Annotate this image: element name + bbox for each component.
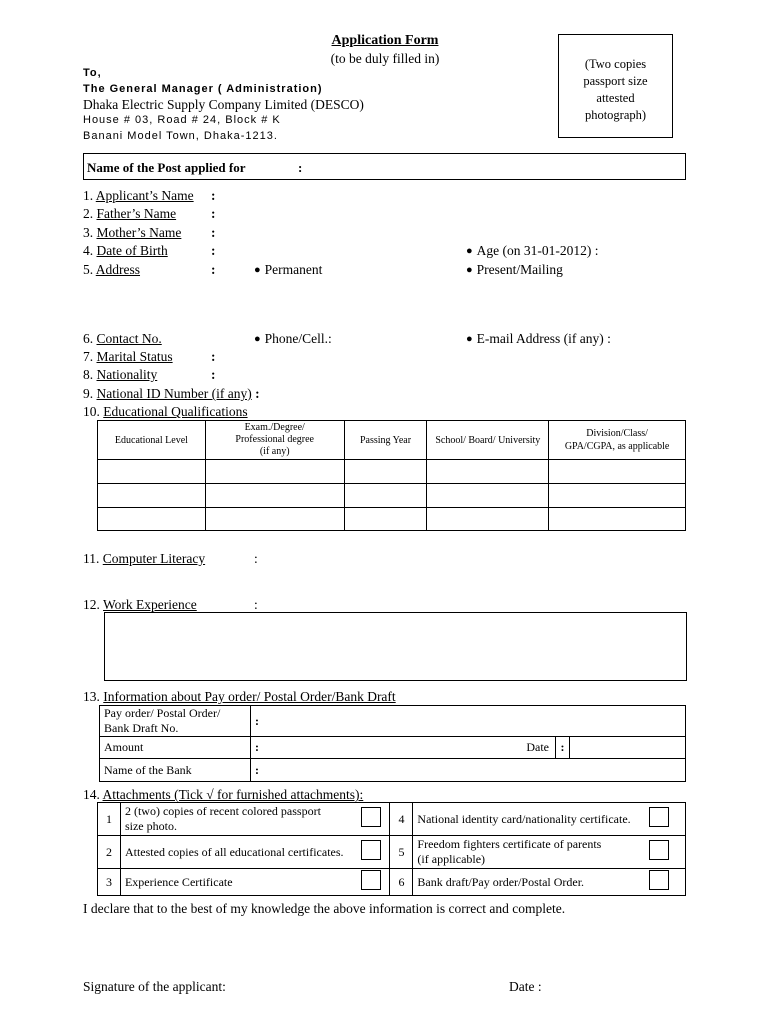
education-table (97, 420, 686, 531)
colon: : (556, 737, 570, 759)
colon: : (251, 759, 265, 782)
field-number: 3. (83, 225, 94, 240)
applicant-name-label: Applicant’s Name (95, 188, 194, 203)
checkbox-national-id[interactable] (649, 807, 669, 827)
table-row[interactable] (98, 508, 686, 531)
address-row[interactable] (83, 262, 140, 278)
marital-label: Marital Status (96, 349, 173, 364)
field-number: 14. (83, 787, 100, 802)
field-number: 13. (83, 689, 100, 704)
dob-label: Date of Birth (96, 243, 168, 258)
bank-label: Name of the Bank (100, 759, 251, 782)
present-address-label[interactable]: ● Present/Mailing (466, 262, 563, 278)
amount-input[interactable] (265, 737, 556, 759)
attachment-row (98, 836, 686, 869)
checkbox-educational-certificates[interactable] (361, 840, 381, 860)
attachment-checkbox-cell (649, 836, 686, 869)
field-number: 7. (83, 349, 94, 364)
bank-input[interactable] (265, 759, 686, 782)
form-subtitle: (to be duly filled in) (330, 51, 440, 66)
amount-label: Amount (100, 737, 251, 759)
attachment-checkbox-cell (361, 836, 390, 869)
payment-heading (83, 689, 396, 705)
colon: : (211, 225, 216, 240)
work-experience-row (83, 597, 197, 613)
attachment-text: Freedom fighters certificate of parents (if applicable) (413, 836, 649, 869)
col-header: Division/Class/ GPA/CGPA, as applicable (549, 421, 686, 460)
address-line-1: House # 03, Road # 24, Block # K (83, 114, 281, 126)
nid-label: National ID Number (if any) (96, 386, 252, 401)
nationality-label: Nationality (96, 367, 158, 382)
attachment-number: 6 (390, 869, 413, 896)
father-name-row[interactable] (83, 206, 176, 222)
form-title: Application Form (331, 33, 439, 48)
photo-box-line: passport size (583, 74, 648, 88)
field-number: 11. (83, 551, 100, 566)
marital-row[interactable] (83, 349, 173, 365)
contact-label: Contact No. (96, 331, 162, 346)
attachment-checkbox-cell (649, 803, 686, 836)
attachment-number: 5 (390, 836, 413, 869)
phone-label[interactable]: ● Phone/Cell.: (254, 331, 332, 347)
education-label: Educational Qualifications (103, 404, 248, 419)
pay-order-input[interactable] (265, 706, 686, 737)
colon: : (211, 243, 216, 258)
contact-row (83, 331, 162, 347)
recipient: The General Manager ( Administration) (83, 83, 323, 95)
attachment-number: 4 (390, 803, 413, 836)
photo-box-line: (Two copies (584, 57, 647, 71)
mother-name-label: Mother’s Name (96, 225, 182, 240)
colon: : (255, 386, 260, 401)
attachment-number: 3 (98, 869, 121, 896)
colon: : (211, 206, 216, 221)
colon: : (251, 737, 265, 759)
payment-table (99, 705, 686, 782)
work-experience-box[interactable] (104, 612, 687, 681)
photo-box-line: photograph) (584, 108, 647, 122)
post-applied-label: Name of the Post applied for (87, 160, 246, 175)
bank-row[interactable] (100, 759, 686, 782)
attachments-heading (83, 787, 363, 803)
checkbox-bank-draft[interactable] (649, 870, 669, 890)
col-header: Exam./Degree/ Professional degree (if any) (205, 421, 344, 460)
field-number: 1. (83, 188, 94, 203)
col-header: School/ Board/ University (427, 421, 549, 460)
field-number: 4. (83, 243, 94, 258)
attachment-text: 2 (two) copies of recent colored passport size photo. (120, 803, 361, 836)
attachment-checkbox-cell (361, 803, 390, 836)
nationality-row[interactable] (83, 367, 157, 383)
payment-label: Information about Pay order/ Postal Order/Bank Draft (103, 689, 396, 704)
signature-label[interactable]: Signature of the applicant: (83, 979, 226, 994)
field-number: 6. (83, 331, 94, 346)
attachment-text: National identity card/nationality certificate. (413, 803, 649, 836)
dob-row[interactable] (83, 243, 168, 259)
checkbox-experience-certificate[interactable] (361, 870, 381, 890)
attachment-row (98, 869, 686, 896)
computer-literacy-label: Computer Literacy (102, 551, 206, 566)
field-number: 8. (83, 367, 94, 382)
pay-order-row[interactable] (100, 706, 686, 737)
checkbox-passport-photo[interactable] (361, 807, 381, 827)
table-row[interactable] (98, 484, 686, 508)
colon: : (211, 349, 216, 364)
computer-literacy-row[interactable] (83, 551, 205, 567)
payment-date-input[interactable] (570, 737, 686, 759)
attachment-checkbox-cell (649, 869, 686, 896)
age-label[interactable]: ● Age (on 31-01-2012) : (466, 243, 599, 259)
table-row[interactable] (98, 460, 686, 484)
attachment-number: 1 (98, 803, 121, 836)
field-number: 5. (83, 262, 94, 277)
colon: : (211, 188, 216, 203)
work-experience-label: Work Experience (103, 597, 197, 612)
checkbox-freedom-fighter[interactable] (649, 840, 669, 860)
colon: : (254, 551, 258, 566)
col-header: Passing Year (344, 421, 427, 460)
photo-box (558, 34, 673, 138)
email-label[interactable]: ● E-mail Address (if any) : (466, 331, 611, 347)
attachments-label: Attachments (Tick √ for furnished attachments): (102, 787, 364, 802)
post-applied-field[interactable] (83, 153, 686, 180)
attachments-table (97, 802, 686, 896)
colon: : (254, 597, 258, 612)
colon: : (251, 706, 265, 737)
amount-row[interactable] (100, 737, 686, 759)
pay-order-label: Pay order/ Postal Order/ Bank Draft No. (100, 706, 251, 737)
signature-date-label[interactable]: Date : (509, 979, 542, 994)
declaration-text: I declare that to the best of my knowledge the above information is correct and complete. (83, 901, 566, 916)
company-name: Dhaka Electric Supply Company Limited (DESCO) (83, 97, 364, 112)
address-line-2: Banani Model Town, Dhaka-1213. (83, 130, 278, 142)
field-number: 12. (83, 597, 100, 612)
address-label: Address (95, 262, 141, 277)
post-applied-colon: : (298, 160, 303, 175)
photo-box-line: attested (596, 91, 635, 105)
field-number: 9. (83, 386, 94, 401)
nid-row[interactable] (83, 386, 260, 402)
colon: : (211, 262, 216, 277)
to-label: To, (83, 67, 102, 79)
applicant-name-row[interactable] (83, 188, 194, 204)
permanent-address-label[interactable]: ● Permanent (254, 262, 322, 278)
father-name-label: Father’s Name (96, 206, 177, 221)
col-header: Educational Level (98, 421, 206, 460)
attachment-number: 2 (98, 836, 121, 869)
education-heading (83, 404, 248, 420)
attachment-text: Bank draft/Pay order/Postal Order. (413, 869, 649, 896)
field-number: 2. (83, 206, 94, 221)
attachment-text: Experience Certificate (120, 869, 361, 896)
field-number: 10. (83, 404, 100, 419)
attachment-text: Attested copies of all educational certificates. (120, 836, 361, 869)
mother-name-row[interactable] (83, 225, 181, 241)
date-label: Date (526, 740, 549, 754)
attachment-checkbox-cell (361, 869, 390, 896)
colon: : (211, 367, 216, 382)
attachment-row (98, 803, 686, 836)
education-header-row (98, 421, 686, 460)
